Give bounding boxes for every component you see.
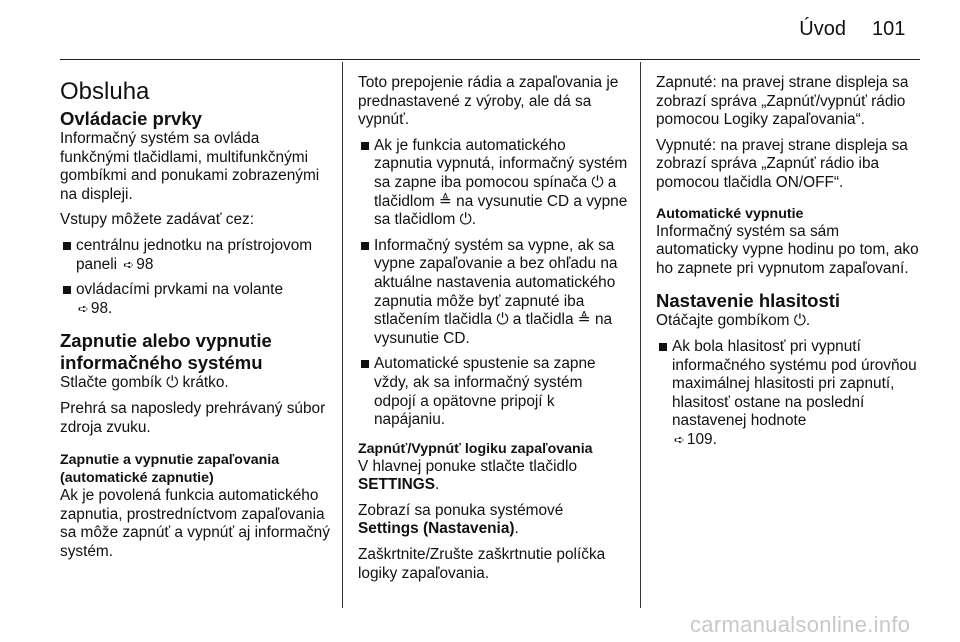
- settings-button-label: SETTINGS: [358, 476, 435, 494]
- column-2: [358, 62, 628, 590]
- section-title: Úvod: [799, 18, 846, 40]
- paragraph: Vypnuté: na pravej strane displeja sa zobrazí správa „Zapnúť rádio iba pomocou tlačidla ON/OFF“.: [656, 136, 908, 191]
- paragraph: Zapnuté: na pravej strane displeja sa zobrazí správa „Zapnúť/vypnúť rádio pomocou Logiky zapaľovania“.: [656, 74, 909, 129]
- header-rule: [60, 59, 920, 60]
- paragraph: Ak je povolená funkcia automatického zapnutia, prostredníctvom zapaľovania sa môže zapnúť a vypnúť aj informačný systém.: [60, 487, 330, 560]
- bullet-icon: [659, 343, 667, 351]
- page-reference-icon: ➪: [674, 431, 685, 447]
- bullet-list: [60, 237, 330, 318]
- bullet-list: [656, 338, 924, 450]
- column-3: [656, 62, 924, 457]
- paragraph: Otáčajte gombíkom ⏻.: [656, 312, 811, 330]
- paragraph: Informačný systém sa ovláda funkčnými tlačidlami, multifunkčnými gombíkmi and ponukami zobrazenými na displeji.: [60, 130, 320, 203]
- page-reference-icon: ➪: [78, 300, 89, 316]
- list-item: Ak je funkcia automatického zapnutia vypnutá, informačný systém sa zapne iba pomocou spínača ⏻ a tlačidlom ≜ na vysunutie CD a vypne sa tlačidlom ⏻.: [358, 137, 628, 230]
- paragraph: Toto prepojenie rádia a zapaľovania je prednastavené z výroby, ale dá sa vypnúť.: [358, 74, 619, 129]
- bullet-icon: [63, 242, 71, 250]
- column-divider: [342, 62, 343, 608]
- minor-heading: Zapnutie a vypnutie zapaľovania (automatické zapnutie): [60, 452, 280, 487]
- page-header: [0, 0, 960, 60]
- page-number: 101: [872, 18, 906, 40]
- minor-heading: Automatické vypnutie: [656, 205, 804, 222]
- list-item: Informačný systém sa vypne, ak sa vypne zapaľovanie a bez ohľadu na aktuálne nastavenia automatického zapnutia môže byť zapnuté iba stlačením tlačidla ⏻ a tlačidla ≜ na vysunutie CD.: [358, 237, 628, 349]
- bullet-icon: [361, 360, 369, 368]
- bullet-list: [358, 137, 628, 430]
- list-item: ovládacími prvkami na volante ➪ 98.: [60, 281, 330, 318]
- subsection-heading: Zapnutie alebo vypnutie informačného systému: [60, 330, 272, 374]
- page-reference-icon: ➪: [123, 256, 135, 272]
- list-item: Ak bola hlasitosť pri vypnutí informačného systému pod úrovňou maximálnej hlasitosti pri zapnutí, hlasitosť ostane na poslední nastavenej hodnote ➪ 109.: [656, 338, 924, 450]
- list-item: Automatické spustenie sa zapne vždy, ak sa informačný systém odpojí a opätovne pripojí k napájaniu.: [358, 355, 628, 429]
- paragraph: Zobrazí sa ponuka systémové Settings (Nastavenia).: [358, 501, 564, 538]
- page-reference[interactable]: 98.: [90, 299, 113, 317]
- subsection-heading: Nastavenie hlasitosti: [656, 290, 841, 312]
- paragraph: Vstupy môžete zadávať cez:: [60, 211, 254, 229]
- bullet-icon: [63, 286, 71, 294]
- watermark: carmanualsonline.info: [690, 612, 911, 637]
- paragraph: Prehrá sa naposledy prehrávaný súbor zdroja zvuku.: [60, 399, 326, 436]
- minor-heading: Zapnúť/Vypnúť logiku zapaľovania: [358, 440, 593, 457]
- paragraph: Informačný systém sa sám automaticky vypne hodinu po tom, ako ho zapnete pri vypnutom zapaľovaní.: [656, 222, 919, 277]
- settings-menu-label: Settings (Nastavenia): [358, 520, 515, 538]
- list-item: centrálnu jednotku na prístrojovom paneli ➪ 98: [60, 237, 330, 274]
- column-divider: [640, 62, 641, 608]
- page-reference[interactable]: 109.: [686, 430, 717, 448]
- paragraph: Stlačte gombík ⏻ krátko.: [60, 374, 229, 392]
- paragraph: Zaškrtnite/Zrušte zaškrtnutie políčka logiky zapaľovania.: [358, 546, 606, 582]
- bullet-icon: [361, 242, 369, 250]
- subsection-heading: Ovládacie prvky: [60, 108, 202, 129]
- column-1: [60, 62, 330, 569]
- section-heading: Obsluha: [60, 78, 150, 105]
- paragraph: V hlavnej ponuke stlačte tlačidlo SETTINGS.: [358, 457, 578, 494]
- page-reference[interactable]: 98: [136, 255, 154, 273]
- bullet-icon: [361, 142, 369, 150]
